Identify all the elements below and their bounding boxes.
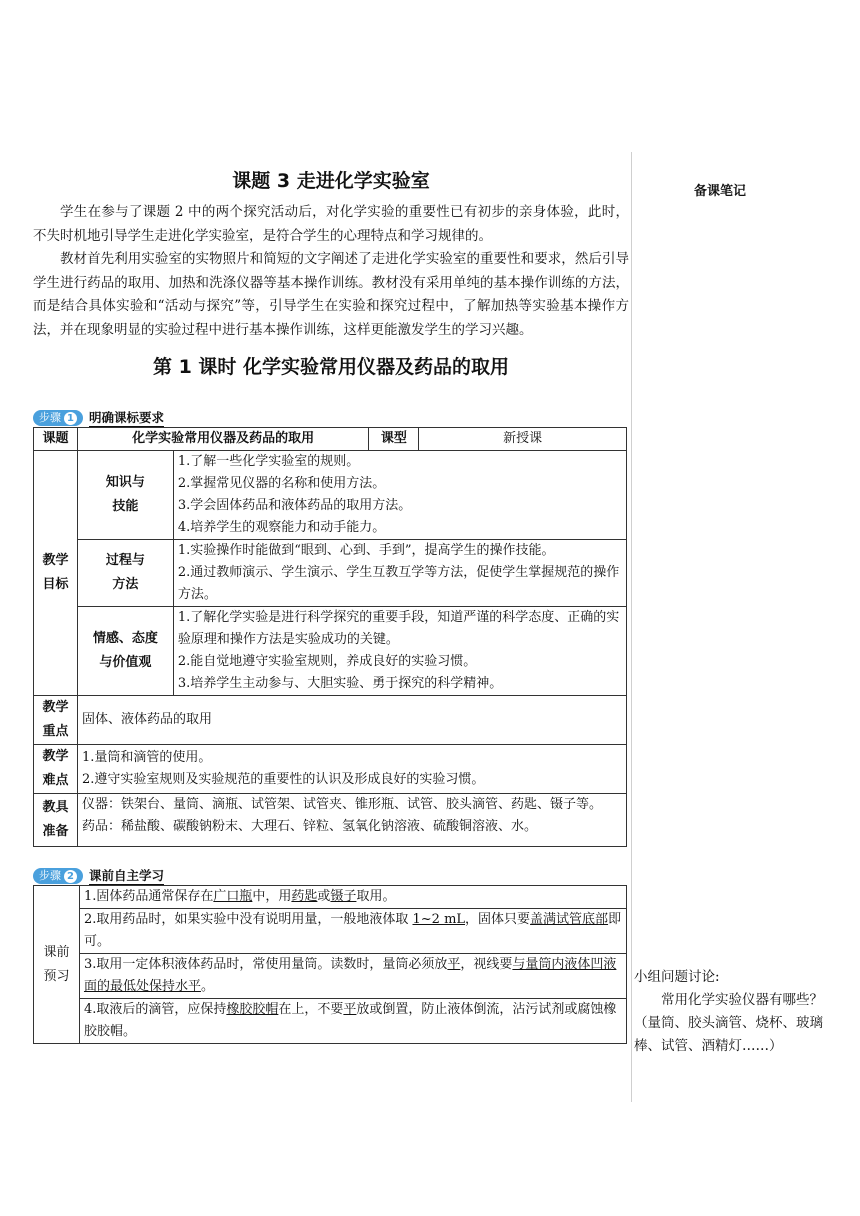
keti-value: 化学实验常用仪器及药品的取用	[77, 428, 368, 451]
label-line: 方法	[112, 577, 139, 592]
label-line: 教学	[42, 553, 69, 568]
knowledge-skills-items	[173, 451, 626, 540]
label-line: 目标	[42, 577, 69, 592]
difficulties-label	[34, 745, 78, 794]
table-row	[34, 909, 627, 954]
discussion-heading: 小组问题讨论:	[634, 969, 720, 985]
list-item: 1.了解一些化学实验室的规则。	[177, 454, 360, 469]
step-1-badge	[33, 410, 83, 426]
table-row	[34, 745, 627, 794]
difficulties-items	[77, 745, 626, 794]
answer-blank: 与量筒内液体凹液面的最低处保持水平	[83, 957, 617, 994]
list-item: 1.了解化学实验是进行科学探究的重要手段，知道严谨的科学态度、正确的实验原理和操作方法是实验成功的关键。	[177, 610, 620, 647]
kexing-value: 新授课	[419, 428, 627, 451]
page-title: 课题 3 走进化学实验室	[232, 170, 430, 192]
label-line: 知识与	[105, 475, 145, 490]
step-1-header	[33, 409, 629, 427]
table-row	[34, 954, 627, 999]
list-item: 2.通过教师演示、学生演示、学生互教互学等方法，促使学生掌握规范的操作方法。	[177, 565, 620, 602]
preview-label	[34, 886, 80, 1044]
label-line: 情感、态度	[92, 631, 158, 646]
preview-item-3	[79, 954, 626, 999]
step-2-badge	[33, 868, 83, 884]
list-item: 1.实验操作时能做到“眼到、心到、手到”，提高学生的操作技能。	[177, 543, 555, 558]
list-item: 4.培养学生的观察能力和动手能力。	[177, 520, 386, 535]
table-row	[34, 540, 627, 607]
answer-blank: 平	[343, 1002, 357, 1017]
lesson-plan-table	[33, 427, 627, 847]
teaching-goals-label	[34, 451, 78, 696]
list-item: 仪器：铁架台、量筒、滴瓶、试管架、试管夹、锥形瓶、试管、胶头滴管、药匙、镊子等。	[81, 797, 602, 812]
process-method-items	[173, 540, 626, 607]
label-line: 教学	[42, 700, 69, 715]
answer-blank: 镊子	[330, 889, 357, 904]
intro-paragraph-1: 学生在参与了课题 2 中的两个探究活动后，对化学实验的重要性已有初步的亲身体验，此时，不失时机地引导学生走进化学实验室，是符合学生的心理特点和学习规律的。	[33, 204, 629, 244]
text: 取用。	[356, 889, 396, 904]
answer-blank: 平	[447, 957, 461, 972]
list-item: 药品：稀盐酸、碳酸钠粉末、大理石、锌粒、氢氧化钠溶液、硫酸铜溶液、水。	[81, 819, 537, 834]
key-points-value: 固体、液体药品的取用	[77, 696, 626, 745]
text: 或	[317, 889, 331, 904]
text: 中，用	[252, 889, 292, 904]
text: 3.取用一定体积液体药品时，常使用量筒。读数时，量筒必须放	[83, 957, 448, 972]
preview-table	[33, 885, 627, 1044]
table-row	[34, 794, 627, 847]
text: 。	[200, 979, 214, 994]
label-line: 教学	[42, 749, 69, 764]
table-row	[34, 607, 627, 696]
side-notes-title: 备课笔记	[693, 184, 746, 199]
answer-blank: 1~2 mL	[412, 912, 466, 927]
emotion-values-items	[173, 607, 626, 696]
label-line: 过程与	[105, 553, 145, 568]
label-line: 预习	[43, 968, 70, 984]
answer-blank: 药匙	[291, 889, 318, 904]
preview-item-4	[79, 999, 626, 1044]
text: 2.取用药品时，如果实验中没有说明用量，一般地液体取	[83, 912, 413, 927]
margin-divider	[631, 152, 632, 1102]
list-item: 3.学会固体药品和液体药品的取用方法。	[177, 498, 412, 513]
process-method-label	[77, 540, 173, 607]
preview-item-2	[79, 909, 626, 954]
answer-blank: 广口瓶	[213, 889, 253, 904]
table-row	[34, 999, 627, 1044]
step-1-badge-text: 步骤	[39, 411, 61, 424]
kexing-label: 课型	[369, 428, 419, 451]
step-1-label: 明确课标要求	[89, 409, 165, 425]
knowledge-skills-label	[77, 451, 173, 540]
preview-item-1	[79, 886, 626, 909]
list-item: 2.能自觉地遵守实验室规则，养成良好的实验习惯。	[177, 654, 477, 669]
list-item: 2.掌握常见仪器的名称和使用方法。	[177, 476, 386, 491]
label-line: 与价值观	[99, 655, 152, 670]
keti-label: 课题	[34, 428, 78, 451]
list-item: 3.培养学生主动参与、大胆实验、勇于探究的科学精神。	[177, 676, 503, 691]
label-line: 准备	[42, 824, 69, 839]
step-2-header	[33, 867, 629, 885]
table-row	[34, 696, 627, 745]
step-2-badge-text: 步骤	[39, 869, 61, 882]
table-row	[34, 886, 627, 909]
text: 在上，不要	[278, 1002, 344, 1017]
lesson-title: 第 1 课时 化学实验常用仪器及药品的取用	[152, 356, 510, 378]
step-2-number: 2	[64, 870, 77, 883]
main-content	[33, 160, 629, 1044]
list-item: 1.量筒和滴管的使用。	[81, 750, 212, 765]
discussion-body: 常用化学实验仪器有哪些？（量筒、胶头滴管、烧杯、玻璃棒、试管、酒精灯……）	[634, 992, 823, 1054]
side-discussion-note	[634, 966, 824, 1058]
text: 1.固体药品通常保存在	[83, 889, 214, 904]
emotion-values-label	[77, 607, 173, 696]
key-points-label	[34, 696, 78, 745]
answer-blank: 盖满试管底部	[530, 912, 609, 927]
step-2-label: 课前自主学习	[89, 867, 165, 883]
text: ，固体只要	[465, 912, 531, 927]
materials-items	[77, 794, 626, 847]
intro-paragraph-2: 教材首先利用实验室的实物照片和简短的文字阐述了走进化学实验室的重要性和要求，然后引导学生进行药品的取用、加热和洗涤仪器等基本操作训练。教材没有采用单纯的基本操作训练的方法，而是结合具体实验和“活动与探究”等，引导学生在实验和探究过程中，了解加热等实验基本操作方法，并在现象明显的实验过程中进行基本操作训练，这样更能激发学生的学习兴趣。	[33, 251, 629, 338]
table-row	[34, 428, 627, 451]
step-1-number: 1	[64, 412, 77, 425]
text: 放或倒置，防止液体倒流，沾污试剂或腐蚀橡胶胶帽。	[83, 1002, 617, 1039]
text: 4.取液后的滴管，应保持	[83, 1002, 227, 1017]
answer-blank: 橡胶胶帽	[226, 1002, 279, 1017]
label-line: 教具	[42, 800, 69, 815]
label-line: 重点	[42, 724, 69, 739]
label-line: 课前	[43, 944, 70, 960]
table-row	[34, 451, 627, 540]
label-line: 难点	[42, 773, 69, 788]
text: ，视线要	[460, 957, 513, 972]
text: 即可。	[83, 912, 622, 949]
list-item: 2.遵守实验室规则及实验规范的重要性的认识及形成良好的实验习惯。	[81, 772, 485, 787]
materials-label	[34, 794, 78, 847]
label-line: 技能	[112, 499, 139, 514]
